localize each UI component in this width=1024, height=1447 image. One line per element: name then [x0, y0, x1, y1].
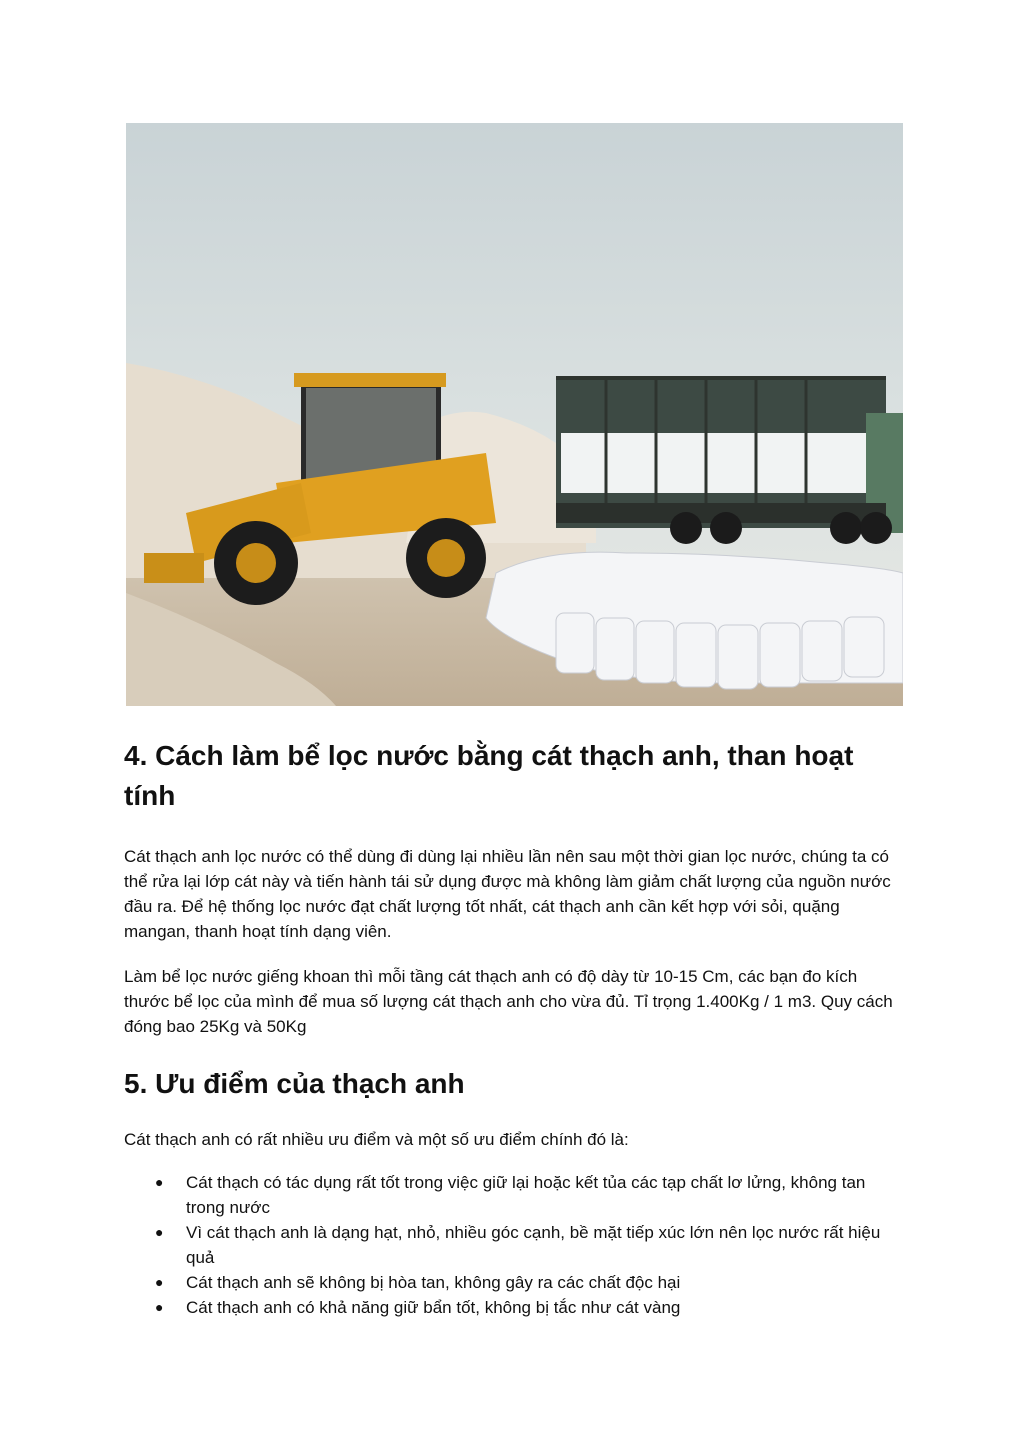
- section-5-heading: 5. Ưu điểm của thạch anh: [124, 1068, 465, 1099]
- article-content: [124, 736, 904, 1320]
- quartz-sand-photo: [126, 123, 903, 706]
- section-4-paragraph-1: Cát thạch anh lọc nước có thể dùng đi dùng lại nhiều lần nên sau một thời gian lọc nước, chúng ta có thể rửa lại lớp cát này và tiến hành tái sử dụng được mà không làm giảm chất lượng của nguồn nước đầu ra. Để hệ thống lọc nước đạt chất lượng tốt nhất, cát thạch anh cần kết hợp với sỏi, quặng mangan, thanh hoạt tính dạng viên.: [124, 847, 891, 941]
- list-item-text: Cát thạch anh sẽ không bị hòa tan, không gây ra các chất độc hại: [186, 1273, 681, 1292]
- bullet-icon: ●: [155, 1174, 164, 1190]
- section-5-intro: Cát thạch anh có rất nhiều ưu điểm và một số ưu điểm chính đó là:: [124, 1130, 629, 1149]
- truck: [556, 378, 903, 544]
- list-item-text: Cát thạch có tác dụng rất tốt trong việc giữ lại hoặc kết tủa các tạp chất lơ lửng, không tan trong nước: [186, 1173, 866, 1217]
- list-item-text: Cát thạch anh có khả năng giữ bẩn tốt, không bị tắc như cát vàng: [186, 1298, 681, 1317]
- list-item: [124, 1170, 904, 1220]
- list-item-text: Vì cát thạch anh là dạng hạt, nhỏ, nhiều góc cạnh, bề mặt tiếp xúc lớn nên lọc nước rất hiệu quả: [186, 1223, 881, 1267]
- section-4-paragraph-2: Làm bể lọc nước giếng khoan thì mỗi tầng cát thạch anh có độ dày từ 10-15 Cm, các bạn đo kích thước bể lọc của mình để mua số lượng cát thạch anh cho vừa đủ. Tỉ trọng 1.400Kg / 1 m3. Quy cách đóng bao 25Kg và 50Kg: [124, 967, 893, 1036]
- bullet-icon: ●: [155, 1224, 164, 1240]
- list-item: [124, 1220, 904, 1270]
- bullet-icon: ●: [155, 1274, 164, 1290]
- list-item: [124, 1270, 904, 1295]
- advantages-list: [124, 1170, 904, 1320]
- photo-illustration: [126, 123, 903, 706]
- bullet-icon: ●: [155, 1299, 164, 1315]
- section-4-heading: 4. Cách làm bể lọc nước bằng cát thạch anh, than hoạt tính: [124, 740, 854, 811]
- list-item: [124, 1295, 904, 1320]
